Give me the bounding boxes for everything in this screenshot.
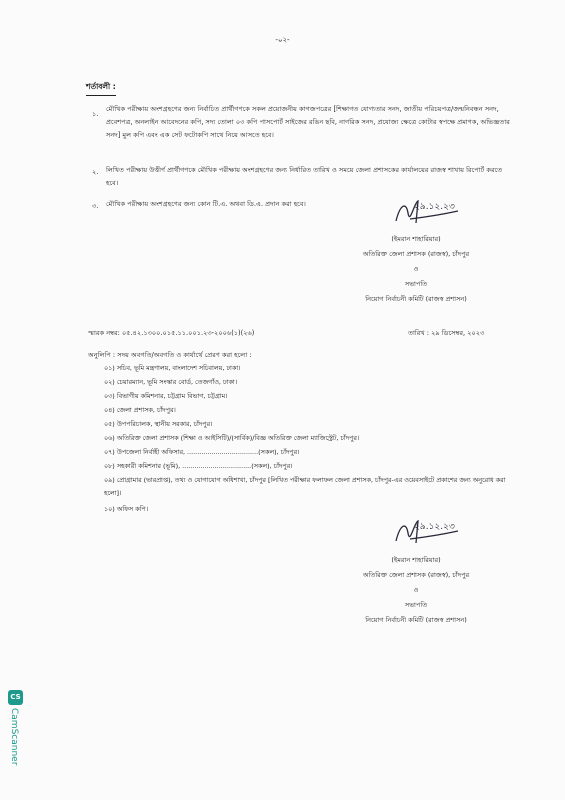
condition-number: ২. [92,168,99,176]
memo-date: তারিখ : ২৯ ডিসেম্বর, ২০২৩ [408,329,485,337]
memo-reference: স্মারক নম্বর: ০৫.৪২.১৩০০.০১৫.১১.০০১.২৩-২০০৬(১)(২৬) [88,329,255,337]
copy-item: ০৯) প্রোগ্রামার (ভারপ্রাপ্ত), তথ্য ও যোগাযোগ অধিশাখা, চাঁদপুর [লিখিত পরীক্ষার ফলাফল জেলা প্রশাসক, চাঁদপুর-এর ওয়েবসাইটে প্রকাশের জন্য অনুরোধ করা হলো]। [104,476,506,497]
signature-date: ২৯.১২.২৩ [414,522,455,532]
conditions-heading: শর্তাবলী : [86,82,116,96]
signatory-committee: নিয়োগ নির্বাচনী কমিটি (রাজস্ব প্রশাসন) [365,616,467,624]
condition-number: ৩. [92,202,99,210]
copy-item: ০১) সচিব, ভূমি মন্ত্রণালয়, বাংলাদেশ সচিবালয়, ঢাকা। [104,364,241,372]
condition-text: মৌখিক পরীক্ষায় অংশগ্রহণের জন্য কোন টি.এ. অথবা ডি.এ. প্রদান করা হবে। [106,200,306,208]
signatory-role: সভাপতি [404,280,428,288]
copy-item: ০৫) উপপরিচালক, স্থানীয় সরকার, চাঁদপুর। [104,420,213,428]
condition-text: লিখিত পরীক্ষায় উত্তীর্ণ প্রার্থীগণকে মৌখিক পরীক্ষায় অংশগ্রহণের জন্য নির্ধারিত তারিখ ও সময়ে জেলা প্রশাসকের কার্যালয়ের রাজস্ব শাখায় রিপোর্ট করতে হবে। [106,166,503,187]
copy-item: ০৪) জেলা প্রশাসক, চাঁদপুর। [104,406,176,414]
copy-item: ০২) চেয়ারম্যান, ভূমি সংস্কার বোর্ড, তেজগাঁও, ঢাকা। [104,378,238,386]
condition-number: ১. [92,110,99,118]
copy-item: ০৩) বিভাগীয় কমিশনার, চট্টগ্রাম বিভাগ, চট্টগ্রাম। [104,392,228,400]
condition-text: মৌখিক পরীক্ষায় অংশগ্রহণের জন্য নির্বাচিত প্রার্থীগণকে সকল প্রয়োজনীয় কাগজপত্রের [শিক্ষাগত যোগ্যতার সনদ, জাতীয় পরিচয়পত্র/জন্মনিবন্ধন সনদ, প্রবেশপত্র, অনলাইন আবেদনের কপি, সদ্য তোলা ০৩ কপি পাসপোর্ট সাইজের রঙিন ছবি, নাগরিক সনদ, প্রযোজ্য ক্ষেত্রে কোটার স্বপক্ষে প্রমাণক, অভিজ্ঞতার সনদ] মুল কপি এবং এক সেট ফটোকপি সাথে নিয়ে আসতে হবে। [106,105,510,139]
signatory-committee: নিয়োগ নির্বাচনী কমিটি (রাজস্ব প্রশাসন) [365,295,467,303]
signatory-designation: অতিরিক্ত জেলা প্রশাসক (রাজস্ব), চাঁদপুর [362,250,470,258]
handwritten-signature [392,515,462,549]
handwritten-signature [392,195,462,229]
copy-item: ১০) অফিস কপি। [104,505,149,513]
signature-date: ২৯.১২.২৩ [414,202,455,212]
camscanner-label: CamScanner [9,708,19,766]
camscanner-logo-icon: CS [8,690,23,705]
page-number: -০২- [275,36,290,44]
copy-item: ০৭) উপজেলা নির্বাহী অফিসার, ...................................(সকল), চাঁদপুর। [104,448,300,456]
copy-heading: অনুলিপি : সদয় অবগতি/অবগতি ও কার্যার্থে প্রেরণ করা হলো : [88,351,252,359]
signatory-name: (ইমরান শাহারিয়ার) [391,556,441,564]
signatory-and: ও [413,265,419,273]
signatory-name: (ইমরান শাহারিয়ার) [391,235,441,243]
signature-block [316,553,516,628]
signatory-designation: অতিরিক্ত জেলা প্রশাসক (রাজস্ব), চাঁদপুর [362,571,470,579]
signatory-role: সভাপতি [404,601,428,609]
signatory-and: ও [413,586,419,594]
copy-item: ০৬) অতিরিক্ত জেলা প্রশাসক (শিক্ষা ও আইসিটি)/(সার্বিক)/বিজ্ঞ অতিরিক্ত জেলা ম্যাজিস্ট্রেট, চাঁদপুর। [104,434,360,442]
camscanner-watermark [8,690,23,766]
signature-block [316,232,516,307]
copy-item: ০৮) সহকারী কমিশনার (ভূমি), ..................................(সকল), চাঁদপুর। [104,462,293,470]
